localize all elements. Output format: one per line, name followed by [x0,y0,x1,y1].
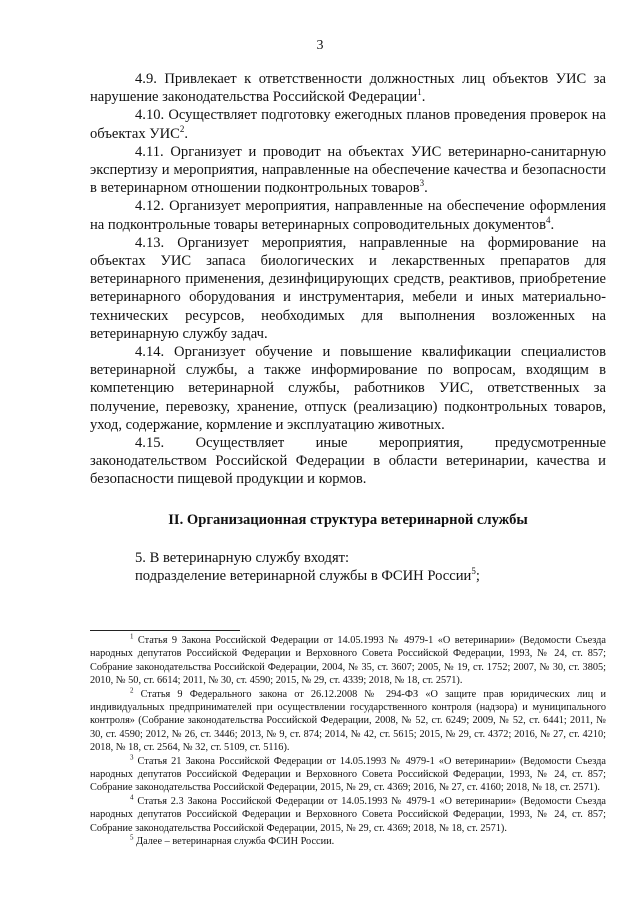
item-5-line: подразделение ветеринарной службы в ФСИН России$^5$; [135,566,480,585]
footnote-ref[interactable]: 3 [419,178,425,189]
paragraph-4-12: 4.12. Организует мероприятия, направленные на обеспечение оформления на подконтрольные товары ветеринарных сопроводительных документов$^4$. [90,198,606,233]
footnote-ref[interactable]: 1 [417,87,422,98]
paragraph-4-9: 4.9. Привлекает к ответственности должностных лиц объектов УИС за нарушение законодательства Российской Федерации$^1$. [90,71,606,106]
main-text [90,70,606,585]
footnote-ref[interactable]: 5 [471,566,476,577]
paragraph-4-11: 4.11. Организует и проводит на объектах УИС ветеринарно-санитарную экспертизу и мероприятия, направленные на обеспечение качества и безопасности в ветеринарном отношении подконтрольных товаров$^3$. [90,143,606,197]
paragraph-4-15: 4.15. Осуществляет иные мероприятия, предусмотренные законодательством Российской Федерации в области ветеринарии, качества и безопасности пищевой продукции и кормов. [90,435,606,488]
page-number: 3 [316,38,324,53]
footnote-3: $^3$ Статья 21 Закона Российской Федерации от 14.05.1993 № 4979-1 «О ветеринарии» (Ведомости Съезда народных депутатов Российской Федерации и Верховного Совета Российской Федерации, 1993, № 24, ст. 857; Собрание законодательства Российской Федерации, 2015, № 29, ст. 4369; 2016, № 27, ст. 4160; 2018, № 18, ст. 2571). [90,753,606,794]
footnote-1: $^1$ Статья 9 Закона Российской Федерации от 14.05.1993 № 4979-1 «О ветеринарии» (Ведомости Съезда народных депутатов Российской Федерации и Верховного Совета Российской Федерации, 1993, № 24, ст. 857; Собрание законодательства Российской Федерации, 2004, № 35, ст. 3607; 2005, № 19, ст. 1752; 2007, № 30, ст. 3805; 2010, № 50, ст. 6614; 2011, № 30, ст. 4590; 2015, № 29, ст. 4339; 2018, № 18, ст. 2571). [90,632,606,687]
footnotes [90,634,606,849]
footnote-5: $^5$ Далее – ветеринарная служба ФСИН России. [130,833,335,848]
section-heading: II. Организационная структура ветеринарной службы [168,511,528,528]
paragraph-4-13: 4.13. Организует мероприятия, направленные на формирование на объектах УИС запаса биологических и лекарственных препаратов для ветеринарного применения, дезинфицирующих средств, реактивов, приобретение ветеринарного оборудования и инструментария, мебели и иных материально-технических ресурсов, необходимых для выполнения возложенных на ветеринарную службу задач. [90,234,606,342]
paragraph-4-10: 4.10. Осуществляет подготовку ежегодных планов проведения проверок на объектах УИС$^2$. [90,107,606,142]
footnote-ref[interactable]: 2 [179,123,185,134]
item-5-intro: 5. В ветеринарную службу входят: [135,549,350,566]
footnote-ref[interactable]: 4 [545,214,551,225]
footnote-2: $^2$ Статья 9 Федерального закона от 26.12.2008 № 294-ФЗ «О защите прав юридических лиц и индивидуальных предпринимателей при осуществлении государственного контроля (надзора) и муниципального контроля» (Собрание законодательства Российской Федерации, 2008, № 52, ст. 6249; 2009, № 52, ст. 6441; 2011, № 30, ст. 4590; 2012, № 26, ст. 3446; 2013, № 9, ст. 874; 2014, № 42, ст. 5615; 2015, № 29, ст. 4372; 2016, № 27, ст. 4210; 2018, № 18, ст. 2564, № 32, ст. 5109, ст. 5116). [90,686,606,754]
footnote-4: $^4$ Статья 2.3 Закона Российской Федерации от 14.05.1993 № 4979-1 «О ветеринарии» (Ведомости Съезда народных депутатов Российской Федерации и Верховного Совета Российской Федерации, 1993, № 24, ст. 857; Собрание законодательства Российской Федерации, 2015, № 29, ст. 4369; 2018, № 18, ст. 2571). [90,793,606,834]
paragraph-4-14: 4.14. Организует обучение и повышение квалификации специалистов ветеринарной службы, а также информирование по вопросам, входящим в компетенцию ветеринарной службы, работников УИС, ответственных за получение, перевозку, хранение, отпуск (реализацию) подконтрольных товаров, уход, содержание, кормление и эксплуатацию животных. [90,344,606,433]
footnote-divider [90,630,240,631]
